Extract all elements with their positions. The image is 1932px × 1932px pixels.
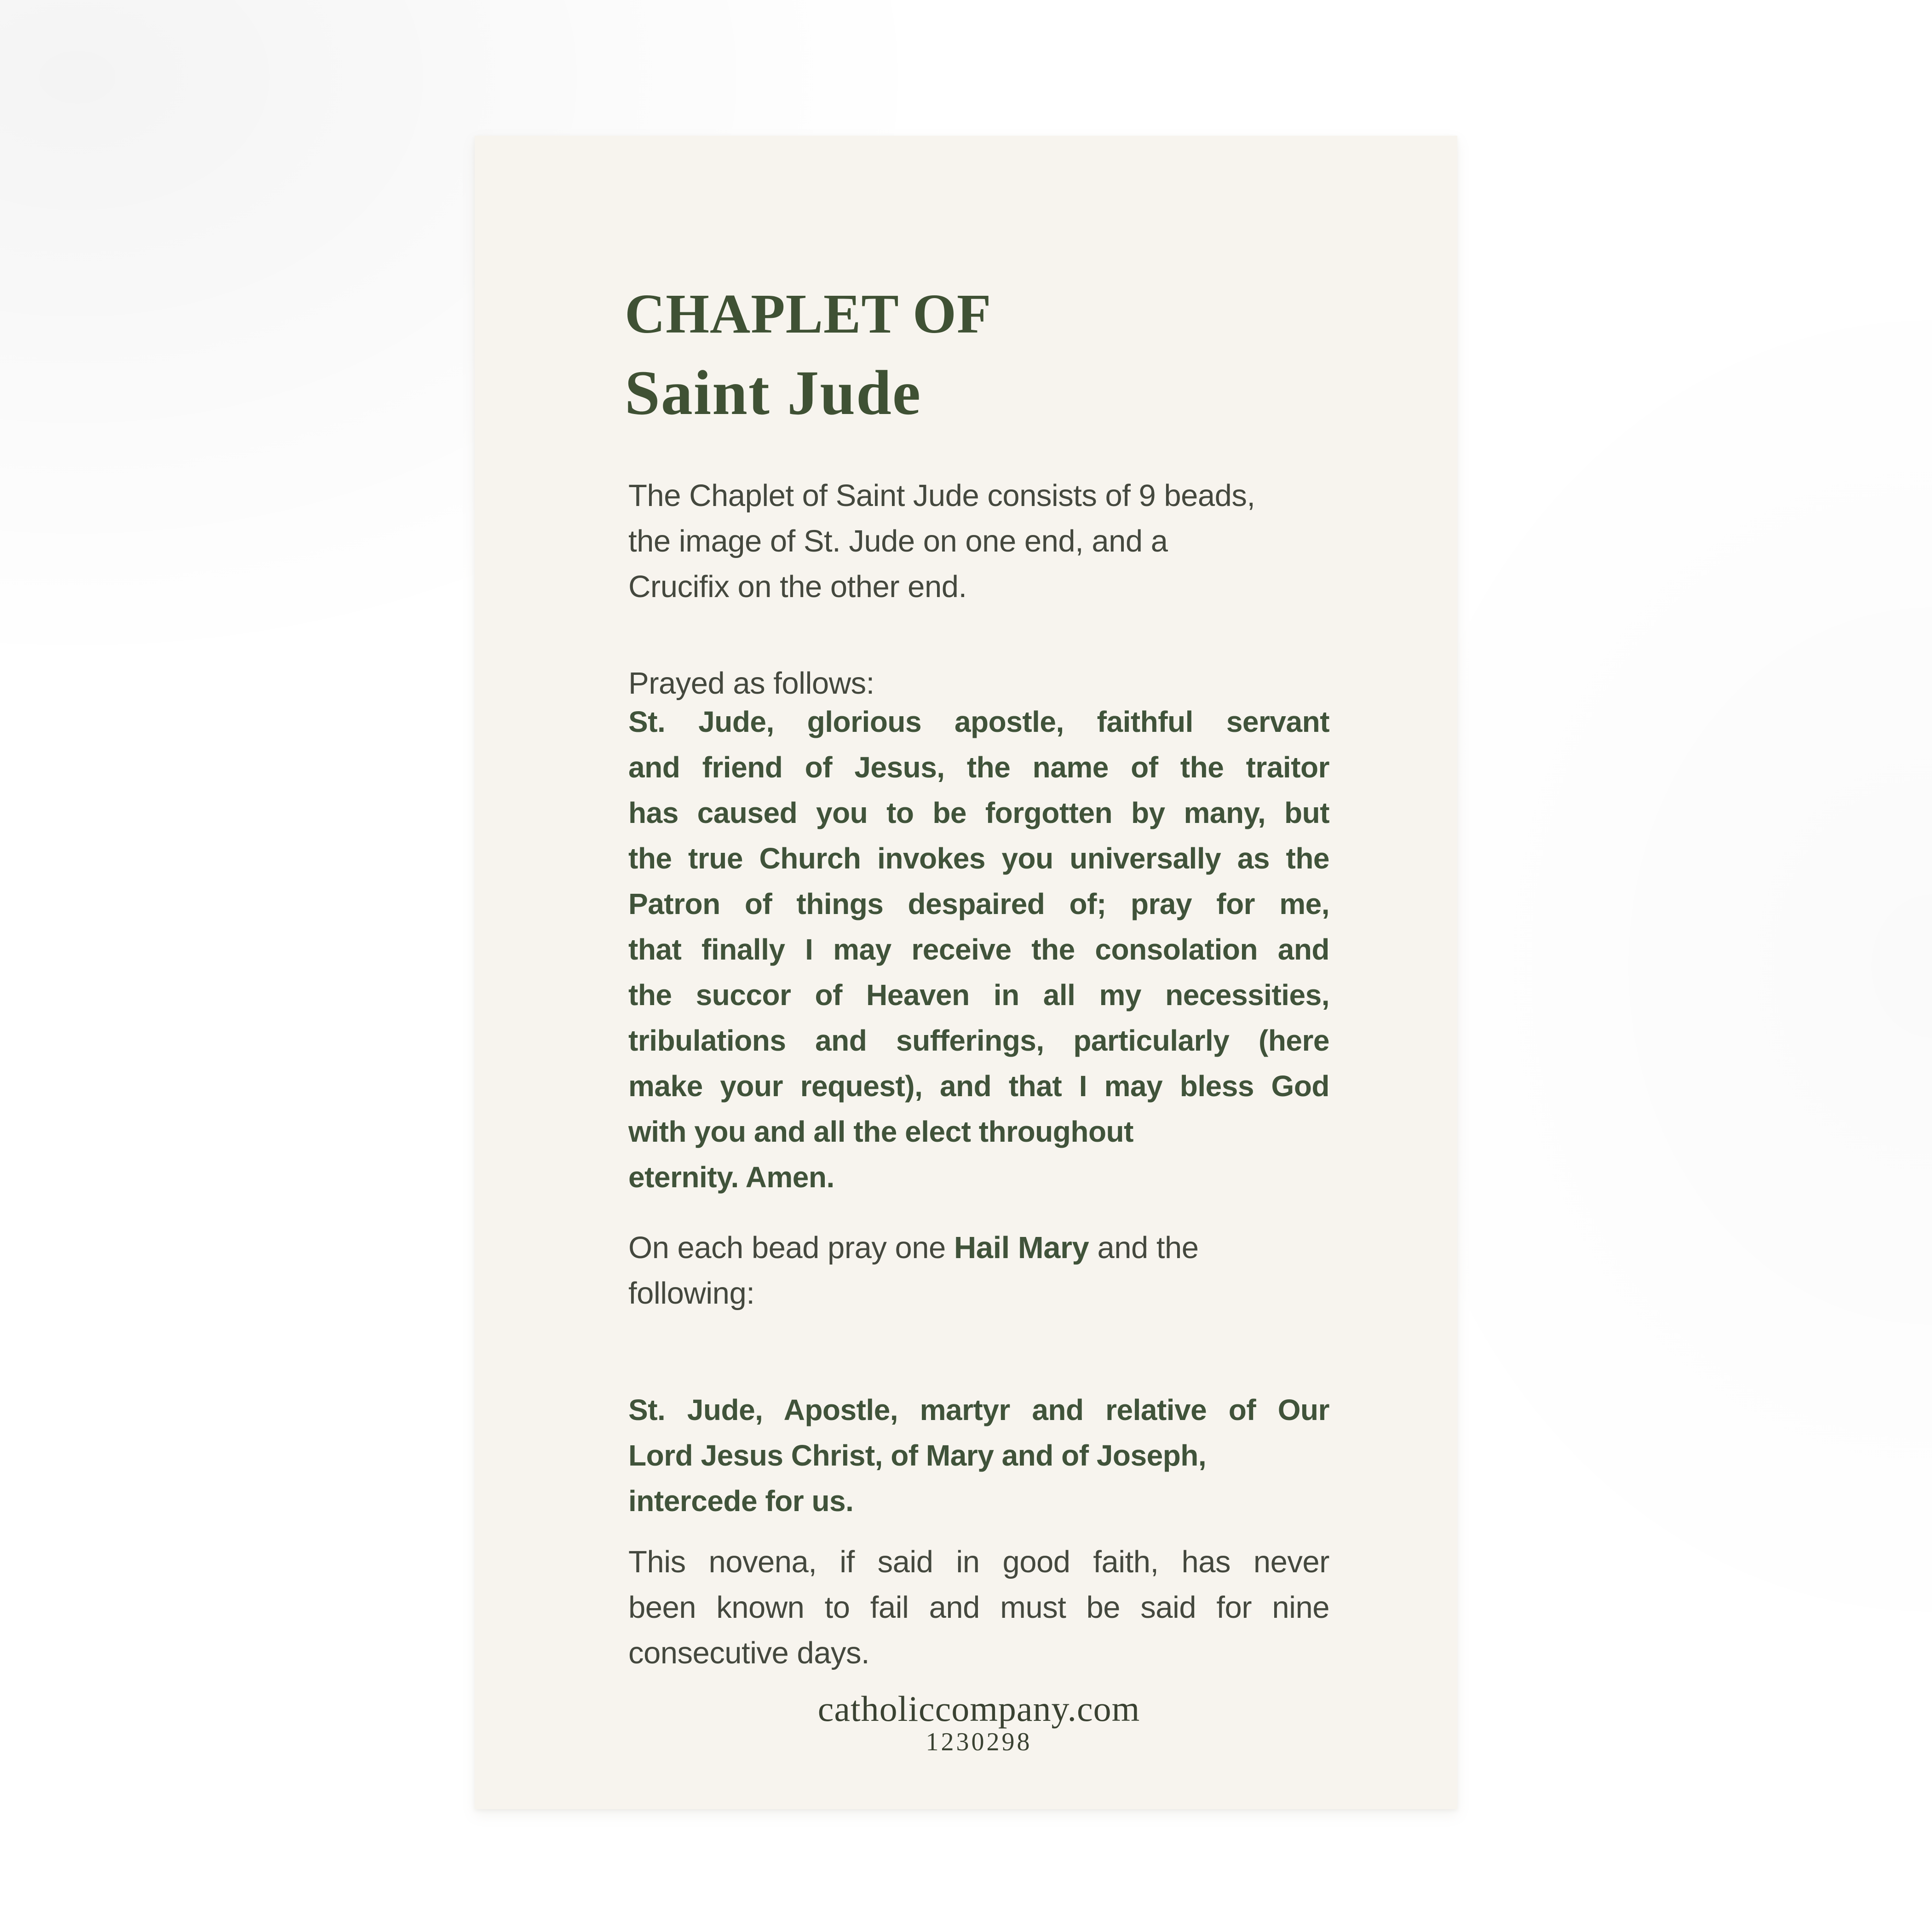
text-line: consecutive days. [628,1636,870,1670]
text-line: been known to fail and must be said for nine [628,1590,1329,1625]
text-line: with you and all the elect throughout [628,1115,1133,1148]
hail-mary-emphasis: Hail Mary [954,1230,1089,1265]
text-line: Crucifix on the other end. [628,569,967,604]
card-title-line2: Saint Jude [625,357,922,428]
card-title-line1: CHAPLET OF [625,283,992,345]
text-line: the image of St. Jude on one end, and a [628,524,1168,558]
text-line: St. Jude, Apostle, martyr and relative of Our [628,1393,1329,1426]
text-line: that finally I may receive the consolation and [628,933,1329,966]
text-line: the true Church invokes you universally as the [628,842,1329,875]
text-line: The Chaplet of Saint Jude consists of 9 beads, [628,478,1255,513]
text-line: following: [628,1276,755,1311]
text-line: This novena, if said in good faith, has never [628,1545,1329,1579]
novena-note-paragraph [628,1539,1329,1676]
bead-instruction-suffix: and the [1089,1230,1199,1265]
intro-paragraph [628,473,1329,610]
text-line [628,1225,1329,1271]
invocation-prayer-paragraph [628,1387,1329,1524]
text-line: tribulations and sufferings, particularly (here [628,1024,1329,1057]
chaplet-prayer-paragraph [628,699,1329,1200]
prayer-card [475,136,1457,1809]
text-line: St. Jude, glorious apostle, faithful servant [628,705,1329,738]
text-line: eternity. Amen. [628,1161,834,1194]
bead-instruction-paragraph [628,1225,1329,1316]
text-line: Lord Jesus Christ, of Mary and of Joseph, [628,1439,1207,1472]
text-line: has caused you to be forgotten by many, but [628,796,1329,829]
text-line: Patron of things despaired of; pray for me, [628,887,1329,920]
text-line: the succor of Heaven in all my necessities, [628,978,1329,1012]
text-line: intercede for us. [628,1484,854,1518]
text-line: and friend of Jesus, the name of the traitor [628,751,1329,784]
text-line: Prayed as follows: [628,666,874,701]
footer-website: catholiccompany.com [817,1689,1140,1729]
footer-item-number: 1230298 [926,1728,1032,1756]
bead-instruction-prefix: On each bead pray one [628,1230,954,1265]
text-line: make your request), and that I may bless God [628,1070,1329,1103]
